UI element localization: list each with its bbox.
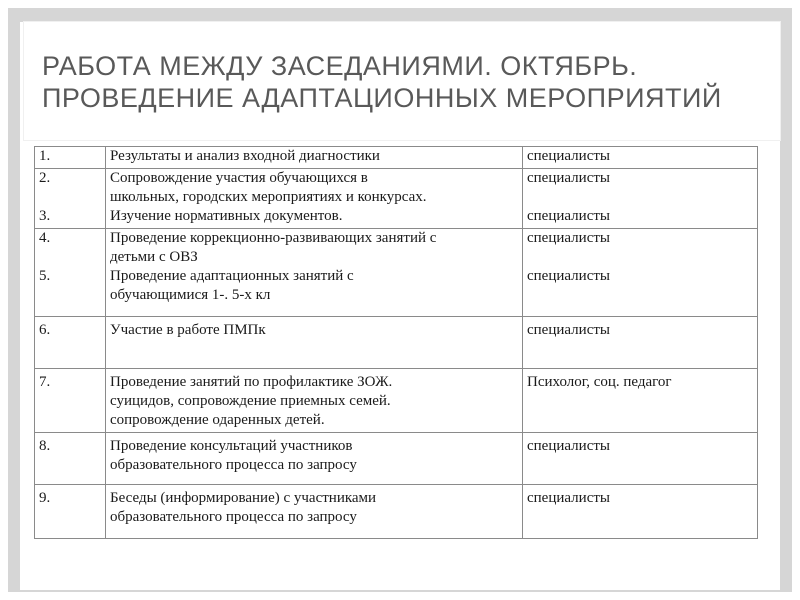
activity-line: Проведение коррекционно-развивающих занятий с	[110, 230, 437, 246]
table-row	[35, 317, 758, 369]
row-number: 6.	[35, 317, 106, 369]
activity-line: суицидов, сопровождение приемных семей.	[110, 393, 391, 409]
activity-line: Изучение нормативных документов.	[110, 208, 343, 224]
activity-line: детьми с ОВЗ	[110, 249, 198, 265]
row-number: 2.	[39, 170, 51, 186]
activity-line: Проведение адаптационных занятий с	[110, 268, 354, 284]
table-row	[35, 369, 758, 433]
activity-line: Беседы (информирование) с участниками	[110, 490, 377, 506]
responsible-text: специалисты	[527, 170, 610, 186]
spacer	[527, 188, 753, 207]
responsible-text: специалисты	[527, 230, 610, 246]
activity-line: образовательного процесса по запросу	[110, 509, 357, 525]
responsible-cell: Психолог, соц. педагог	[523, 369, 758, 433]
responsible-cell: специалисты	[523, 147, 758, 169]
activity-cell	[106, 433, 523, 485]
activity-line: образовательного процесса по запросу	[110, 457, 357, 473]
title-line-2: ПРОВЕДЕНИЕ АДАПТАЦИОННЫХ МЕРОПРИЯТИЙ	[42, 83, 722, 113]
activity-line: Участие в работе ПМПк	[110, 322, 266, 338]
row-number-cell	[35, 229, 106, 317]
row-number: 8.	[35, 433, 106, 485]
row-number: 4.	[39, 230, 51, 246]
row-number: 7.	[35, 369, 106, 433]
row-number: 3.	[39, 208, 51, 224]
spacer	[39, 248, 101, 267]
row-number: 1.	[35, 147, 106, 169]
spacer	[39, 188, 101, 207]
row-number-cell	[35, 169, 106, 229]
activity-cell	[106, 147, 523, 169]
responsible-cell: специалисты	[523, 433, 758, 485]
activity-line: школьных, городских мероприятиях и конкурсах.	[110, 189, 427, 205]
responsible-text: специалисты	[527, 208, 610, 224]
activity-line: Проведение занятий по профилактике ЗОЖ.	[110, 374, 393, 390]
activity-table	[34, 146, 758, 539]
responsible-cell: специалисты	[523, 485, 758, 539]
activity-cell	[106, 317, 523, 369]
activity-line: обучающимися 1-. 5-х кл	[110, 287, 271, 303]
table-row	[35, 229, 758, 317]
slide-title	[42, 50, 762, 114]
table-row	[35, 147, 758, 169]
activity-line: Результаты и анализ входной диагностики	[110, 148, 380, 164]
row-number: 9.	[35, 485, 106, 539]
responsible-cell	[523, 229, 758, 317]
activity-cell	[106, 169, 523, 229]
table-row	[35, 169, 758, 229]
title-line-1: РАБОТА МЕЖДУ ЗАСЕДАНИЯМИ. ОКТЯБРЬ.	[42, 51, 638, 81]
table-row	[35, 485, 758, 539]
responsible-text: специалисты	[527, 268, 610, 284]
activity-cell	[106, 369, 523, 433]
activity-line: Сопровождение участия обучающихся в	[110, 170, 368, 186]
activity-cell	[106, 485, 523, 539]
spacer	[527, 248, 753, 267]
activity-cell	[106, 229, 523, 317]
responsible-cell	[523, 169, 758, 229]
table-row	[35, 433, 758, 485]
row-number: 5.	[39, 268, 51, 284]
activity-line: Проведение консультаций участников	[110, 438, 353, 454]
activity-line: сопровождение одаренных детей.	[110, 412, 325, 428]
responsible-cell: специалисты	[523, 317, 758, 369]
